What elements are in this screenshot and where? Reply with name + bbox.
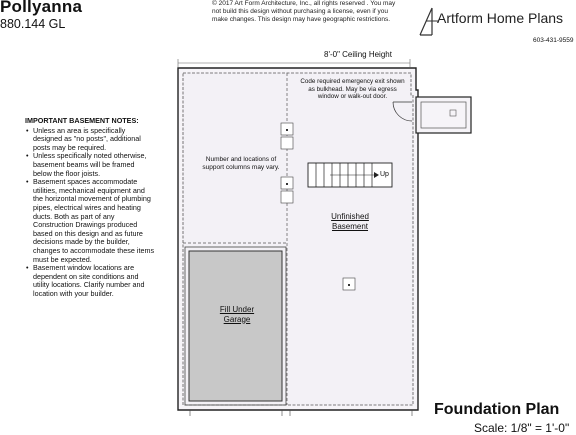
- phone-number: 603-431-9559: [533, 37, 574, 44]
- note-item: • Basement spaces accommodate utilities, mechanical equipment and the horizontal movement of plumbing pipes, electrical wires and heating ducts. Both as part of any Construction Drawings produced based on this design and as future decisions made by the builder, changes to accommodate these items must be expected.: [33, 178, 155, 264]
- brand-name: Artform Home Plans: [437, 10, 564, 26]
- garage-label-line1: Fill Under: [219, 305, 255, 314]
- notes-heading: IMPORTANT BASEMENT NOTES:: [25, 116, 139, 125]
- note-item: • Unless specifically noted otherwise, basement beams will be framed below the floor joists.: [33, 152, 155, 178]
- basement-notes: [25, 117, 155, 298]
- note-item: • Basement window locations are dependent on site conditions and utility locations. Clarify number and location with your builder.: [33, 264, 155, 298]
- egress-note: Code required emergency exit shown as bulkhead. May be via egress window or walk-out door.: [300, 78, 405, 100]
- basement-label-line2: Basement: [331, 221, 369, 231]
- plan-name: Pollyanna: [0, 0, 83, 16]
- copyright-notice: © 2017 Art Form Architecture, Inc., all rights reserved . You may not build this design without purchasing a license, even if you make changes. This design may have geographic restrictions.: [212, 0, 396, 23]
- drawing-title: Foundation Plan: [434, 401, 560, 418]
- unfinished-basement-label: [318, 212, 382, 231]
- stair-up-label: Up: [380, 171, 389, 178]
- ceiling-height-label: 8'-0" Ceiling Height: [324, 50, 392, 59]
- foundation-plan-drawing: [160, 46, 480, 426]
- note-item: • Unless an area is specifically designed as "no posts", additional posts may be required.: [33, 127, 155, 153]
- fill-under-garage-label: [205, 305, 269, 324]
- garage-label-line2: Garage: [223, 314, 251, 324]
- plan-size: 880.144 GL: [0, 17, 66, 31]
- drawing-scale: Scale: 1/8" = 1'-0": [474, 421, 570, 435]
- notes-list: [25, 127, 155, 299]
- columns-note: Number and locations of support columns may vary.: [202, 156, 280, 171]
- basement-label-line1: Unfinished: [331, 212, 369, 221]
